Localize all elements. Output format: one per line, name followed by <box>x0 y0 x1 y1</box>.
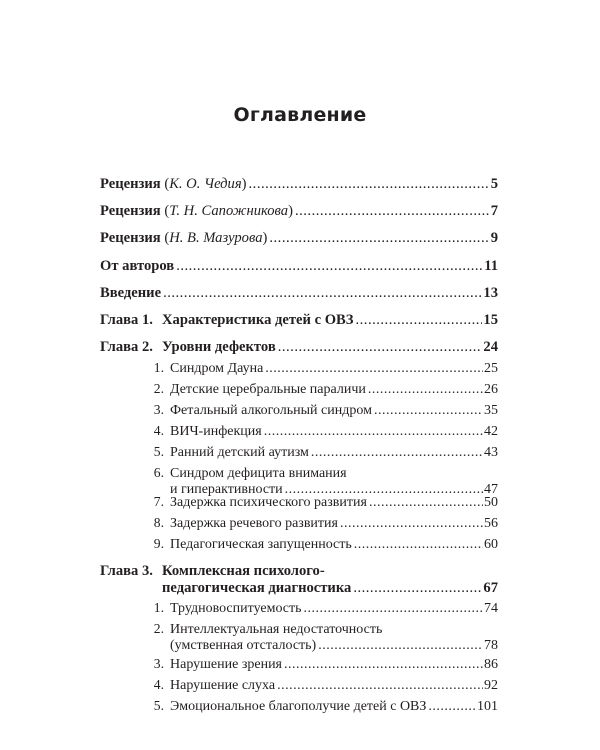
dot-leader <box>428 699 476 715</box>
item-title: Трудновоспитуемость <box>170 601 302 616</box>
reviewer-name: К. О. Чедия <box>169 176 242 192</box>
dot-leader <box>295 203 490 220</box>
dot-leader <box>356 312 483 329</box>
dot-leader <box>249 176 490 193</box>
page-number: 101 <box>477 699 498 714</box>
item-title-line-2: и гиперактивности <box>170 482 283 497</box>
dot-leader <box>304 601 483 617</box>
entry-paren: ( <box>160 230 170 246</box>
entry-label: Рецензия <box>100 176 161 192</box>
toc-item-2-8[interactable] <box>147 515 498 532</box>
toc-item-3-4[interactable] <box>147 677 498 694</box>
item-title: Эмоциональное благополучие детей с ОВЗ <box>170 699 427 714</box>
dot-leader <box>269 230 489 247</box>
item-title: ВИЧ-инфекция <box>170 424 262 439</box>
dot-leader <box>311 445 483 461</box>
chapter-title-line-1: Комплексная психолого- <box>162 563 325 579</box>
item-title-line-2: (умственная отсталость) <box>170 638 317 653</box>
dot-leader <box>176 258 483 275</box>
dot-leader <box>278 339 483 356</box>
page-title: Оглавление <box>233 104 367 126</box>
toc-item-2-2[interactable] <box>147 381 498 398</box>
page-number: 7 <box>490 203 498 219</box>
item-title: Нарушение слуха <box>170 678 276 693</box>
page-number: 5 <box>490 176 498 192</box>
reviewer-name: Н. В. Мазурова <box>169 230 263 246</box>
item-number: 4. <box>153 423 164 438</box>
page-number: 25 <box>484 361 498 376</box>
dot-leader <box>369 495 483 511</box>
toc-entry-introduction[interactable] <box>100 285 498 302</box>
page-number: 86 <box>484 657 498 672</box>
toc-item-3-5[interactable] <box>147 698 498 715</box>
item-number: 6. <box>153 465 164 480</box>
item-title: Синдром Дауна <box>170 361 264 376</box>
page-number: 11 <box>484 258 498 274</box>
toc-item-2-3[interactable] <box>147 402 498 419</box>
item-number: 2. <box>153 621 164 636</box>
page-number: 35 <box>484 403 498 418</box>
dot-leader <box>354 537 483 553</box>
toc-entry-from-authors[interactable] <box>100 258 498 275</box>
item-number: 7. <box>153 494 164 509</box>
toc-item-2-7[interactable] <box>147 494 498 511</box>
dot-leader <box>374 403 483 419</box>
dot-leader <box>318 638 483 654</box>
dot-leader <box>277 678 483 694</box>
chapter-label: Глава 2. <box>100 339 153 355</box>
page-number: 13 <box>483 285 498 301</box>
page-number: 78 <box>484 638 498 653</box>
toc-item-2-4[interactable] <box>147 423 498 440</box>
toc-item-3-2[interactable] <box>147 621 498 654</box>
item-number: 5. <box>153 444 164 459</box>
toc-item-2-9[interactable] <box>147 536 498 553</box>
page-number: 42 <box>484 424 498 439</box>
item-title: Детские церебральные параличи <box>170 382 366 397</box>
toc-item-3-3[interactable] <box>147 656 498 673</box>
page-number: 47 <box>484 482 498 497</box>
chapter-title-line-2: педагогическая диагностика <box>162 580 352 596</box>
entry-label: Введение <box>100 285 162 301</box>
entry-paren: ( <box>160 203 170 219</box>
toc-item-3-1[interactable] <box>147 600 498 617</box>
entry-label: Рецензия <box>100 203 161 219</box>
item-title: Нарушение зрения <box>170 657 282 672</box>
chapter-title: Уровни дефектов <box>162 339 276 355</box>
page-number: 15 <box>483 312 498 328</box>
item-title: Фетальный алкогольный синдром <box>170 403 372 418</box>
item-title: Задержка психического развития <box>170 495 367 510</box>
item-title: Задержка речевого развития <box>170 516 338 531</box>
toc-chapter-2[interactable] <box>100 339 498 356</box>
item-number: 2. <box>153 381 164 396</box>
item-number: 5. <box>153 698 164 713</box>
toc-entry-review-chediya[interactable] <box>100 176 498 193</box>
toc-entry-review-mazurova[interactable] <box>100 230 498 247</box>
page-number: 26 <box>484 382 498 397</box>
page-number: 67 <box>483 580 498 596</box>
reviewer-name: Т. Н. Сапожникова <box>169 203 289 219</box>
entry-paren: ) <box>241 176 247 192</box>
dot-leader <box>265 361 483 377</box>
dot-leader <box>368 382 483 398</box>
toc-item-2-1[interactable] <box>147 360 498 377</box>
page-number: 74 <box>484 601 498 616</box>
dot-leader <box>340 516 483 532</box>
toc-chapter-3[interactable] <box>100 563 498 597</box>
toc-chapter-1[interactable] <box>100 312 498 329</box>
dot-leader <box>163 285 482 302</box>
page-number: 50 <box>484 495 498 510</box>
item-number: 1. <box>153 360 164 375</box>
item-number: 4. <box>153 677 164 692</box>
item-title-line-1: Интеллектуальная недостаточность <box>170 622 383 637</box>
item-title: Ранний детский аутизм <box>170 445 309 460</box>
toc-item-2-5[interactable] <box>147 444 498 461</box>
chapter-title: Характеристика детей с ОВЗ <box>162 312 354 328</box>
dot-leader <box>264 424 483 440</box>
item-title: Педагогическая запущенность <box>170 537 352 552</box>
page-number: 60 <box>484 537 498 552</box>
page-number: 43 <box>484 445 498 460</box>
entry-label: От авторов <box>100 258 175 274</box>
item-title-line-1: Синдром дефицита внимания <box>170 466 347 481</box>
entry-label: Рецензия <box>100 230 161 246</box>
page-number: 24 <box>483 339 498 355</box>
item-number: 3. <box>153 656 164 671</box>
toc-entry-review-sapozhnikova[interactable] <box>100 203 498 220</box>
item-number: 9. <box>153 536 164 551</box>
dot-leader <box>284 657 483 673</box>
chapter-label: Глава 3. <box>100 563 153 579</box>
entry-paren: ) <box>288 203 293 219</box>
item-number: 1. <box>153 600 164 615</box>
chapter-label: Глава 1. <box>100 312 153 328</box>
page-number: 56 <box>484 516 498 531</box>
item-number: 3. <box>153 402 164 417</box>
page-number: 92 <box>484 678 498 693</box>
page-number: 9 <box>490 230 498 246</box>
dot-leader <box>353 580 482 597</box>
item-number: 8. <box>153 515 164 530</box>
entry-paren: ) <box>262 230 268 246</box>
entry-paren: ( <box>160 176 170 192</box>
